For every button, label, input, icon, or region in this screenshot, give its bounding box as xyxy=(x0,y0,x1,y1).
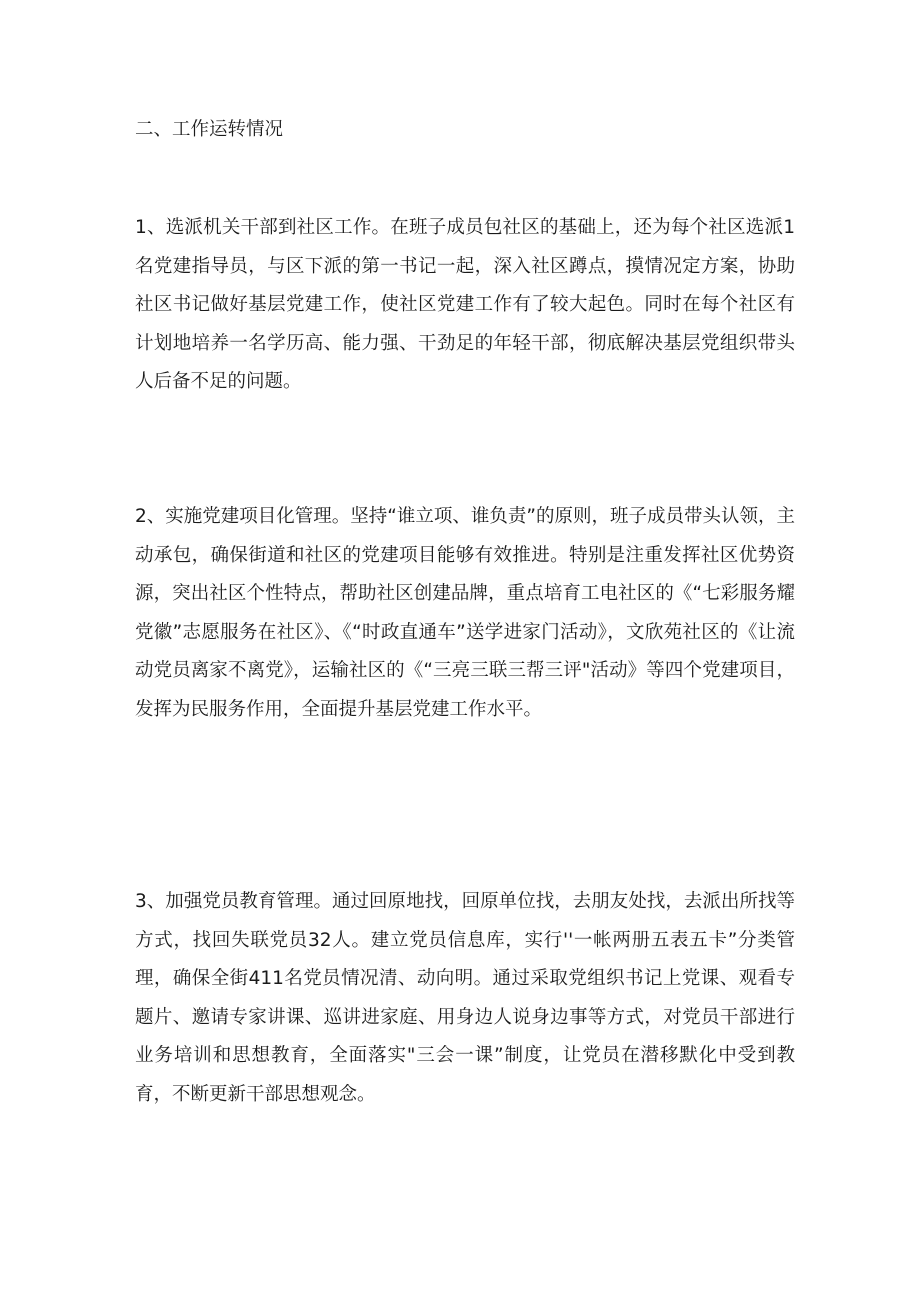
paragraph-1: 1、选派机关干部到社区工作。在班子成员包社区的基础上，还为每个社区选派1名党建指导员，与区下派的第一书记一起，深入社区蹲点，摸情况定方案，协助社区书记做好基层党建工作，使社区党建工作有了较大起色。同时在每个社区有计划地培养一名学历高、能力强、干劲足的年轻干部，彻底解决基层党组织带头人后备不足的问题。 xyxy=(135,217,795,392)
section-heading: 二、工作运转情况 xyxy=(135,119,284,140)
paragraph-3: 3、加强党员教育管理。通过回原地找，回原单位找，去朋友处找，去派出所找等方式，找回失联党员32人。建立党员信息库，实行''一帐两册五表五卡”分类管理，确保全街411名党员情况清、动向明。通过采取党组织书记上党课、观看专题片、邀请专家讲课、巡讲进家庭、用身边人说身边事等方式，对党员干部进行业务培训和思想教育，全面落实"三会一课”制度，让党员在潜移默化中受到教育，不断更新干部思想观念。 xyxy=(135,891,795,1105)
paragraph-2: 2、实施党建项目化管理。坚持“谁立项、谁负责”的原则，班子成员带头认领，主动承包，确保街道和社区的党建项目能够有效推进。特别是注重发挥社区优势资源，突出社区个性特点，帮助社区创建品牌，重点培育工电社区的《“七彩服务耀党徽”志愿服务在社区》、《“时政直通车”送学进家门活动》，文欣苑社区的《让流动党员离家不离党》，运输社区的《“三亮三联三帮三评"活动》等四个党建项目，发挥为民服务作用，全面提升基层党建工作水平。 xyxy=(135,506,795,720)
